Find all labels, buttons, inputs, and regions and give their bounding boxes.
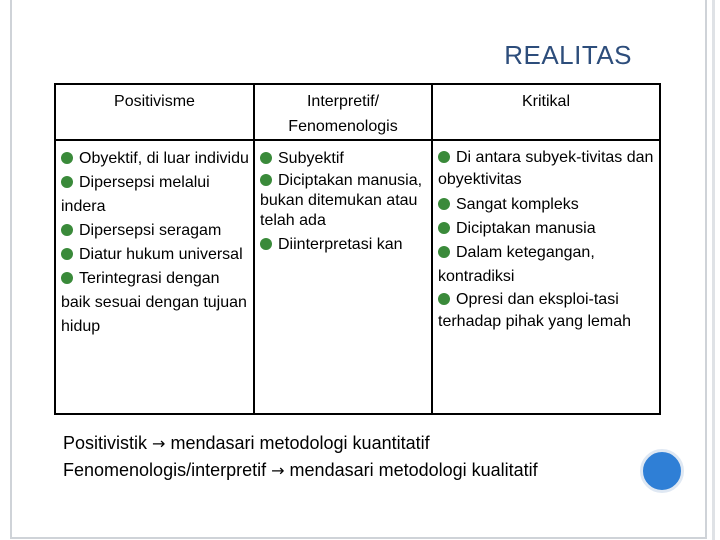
column-kritikal: [432, 140, 660, 414]
bullet-icon: [61, 272, 73, 284]
bullet-icon: [438, 246, 450, 258]
header-positivisme: Positivisme: [55, 84, 254, 140]
list-item: Diciptakan manusia, bukan ditemukan atau telah ada: [260, 172, 423, 229]
slide-title: REALITAS: [504, 40, 632, 70]
footer-line-1: Positivistik → mendasari metodologi kuantitatif: [63, 433, 430, 453]
bullet-icon: [260, 238, 272, 250]
list-item: Dalam ketegangan, kontradiksi: [438, 244, 595, 285]
slide-edge: [712, 0, 715, 540]
list-item: Terintegrasi dengan baik sesuai dengan tujuan hidup: [61, 270, 247, 335]
bullet-icon: [438, 293, 450, 305]
decorative-circle: [640, 449, 684, 493]
list-item: Dipersepsi melalui indera: [61, 174, 210, 215]
list-item: Opresi dan eksploi-tasi terhadap pihak yang lemah: [438, 291, 632, 330]
footer-line-2: Fenomenologis/interpretif → mendasari metodologi kualitatif: [63, 460, 538, 480]
bullet-icon: [260, 152, 272, 164]
paradigm-table: [54, 83, 661, 415]
bullet-icon: [61, 152, 73, 164]
list-item: Diinterpretasi kan: [260, 235, 427, 255]
table-header-row: [55, 84, 660, 140]
column-positivisme: [55, 140, 254, 414]
bullet-icon: [61, 248, 73, 260]
table-body-row: [55, 140, 660, 414]
list-item: Obyektif, di luar individu: [61, 147, 249, 171]
bullet-icon: [61, 224, 73, 236]
bullet-icon: [438, 198, 450, 210]
list-item: Diciptakan manusia: [438, 217, 655, 241]
list-item: Subyektif: [260, 147, 427, 171]
list-item: Diatur hukum universal: [61, 243, 249, 267]
right-arrow-icon: →: [271, 461, 285, 480]
column-interpretif: [254, 140, 432, 414]
header-kritikal: Kritikal: [432, 84, 660, 140]
bullet-icon: [260, 174, 272, 186]
list-item: Di antara subyek-tivitas dan obyektivitas: [438, 149, 654, 188]
header-interpretif: Interpretif/ Fenomenologis: [254, 84, 432, 140]
right-arrow-icon: →: [152, 434, 166, 453]
bullet-icon: [438, 151, 450, 163]
bullet-icon: [438, 222, 450, 234]
list-item: Dipersepsi seragam: [61, 219, 249, 243]
footer-notes: [63, 430, 538, 484]
list-item: Sangat kompleks: [438, 193, 655, 217]
bullet-icon: [61, 176, 73, 188]
